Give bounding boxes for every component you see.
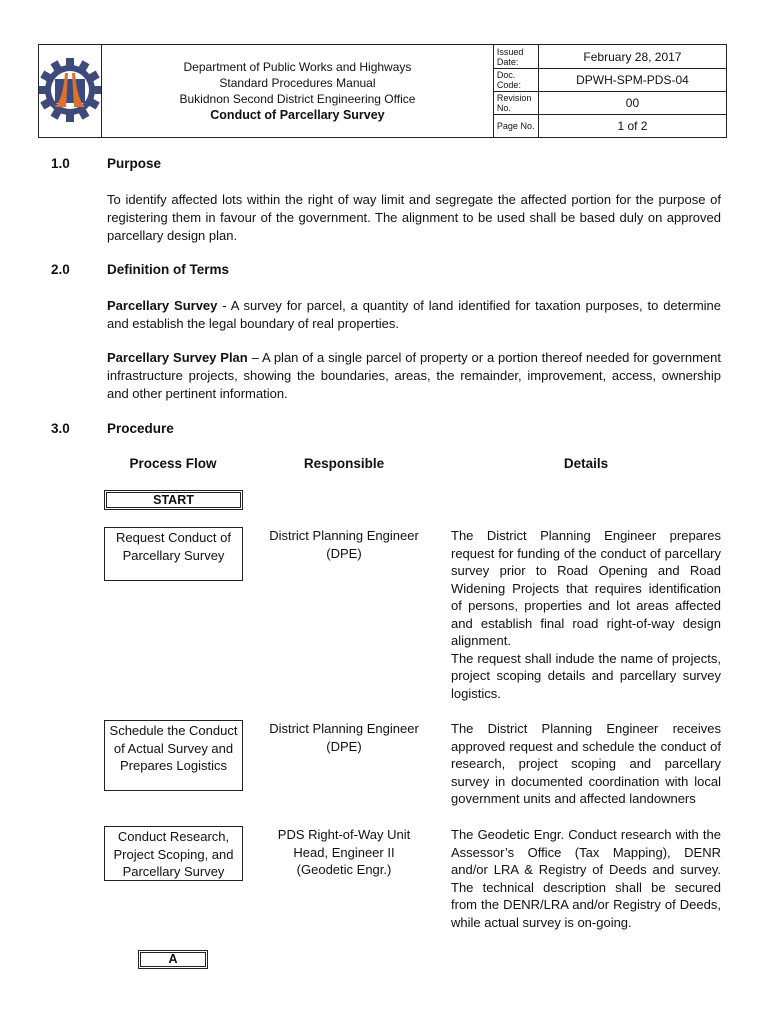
- revision-label: Revision No.: [493, 92, 538, 115]
- section-heading-definitions: Definition of Terms: [107, 262, 230, 277]
- separator: -: [217, 298, 231, 313]
- section-heading-procedure: Procedure: [107, 421, 174, 436]
- details-paragraph: The District Planning Engineer prepares request for funding of the conduct of parcellary survey prior to Road Opening and Road Widening Projects that requires identification of persons, properties and lot areas affected and establish final road right-of-way design alignment.: [451, 528, 721, 648]
- term: Parcellary Survey: [107, 298, 218, 313]
- issued-date-label: Issued Date:: [493, 45, 538, 69]
- document-header-table: [38, 44, 727, 138]
- gear-logo-icon: [39, 55, 101, 125]
- manual-name: Standard Procedures Manual: [219, 76, 376, 90]
- definition-parcellary-survey: [107, 297, 721, 333]
- details-paragraph: The District Planning Engineer receives approved request and schedule the conduct of research, project scoping and parcellary survey in documented coordination with local government units and affected landowners: [451, 721, 721, 806]
- column-header-details: Details: [563, 456, 609, 471]
- issued-date-value: February 28, 2017: [538, 45, 726, 69]
- flow-step-box: Conduct Research, Project Scoping, and Parcellary Survey: [104, 826, 243, 881]
- section-number: 2.0: [51, 262, 70, 277]
- definition: A plan of a single parcel of property or a portion thereof needed for government infrastructure projects, showing the boundaries, areas, the remainder, improvement, access, ownership and other pertinent information.: [107, 350, 721, 401]
- definition-parcellary-survey-plan: [107, 349, 721, 403]
- definition: A survey for parcel, a quantity of land identified for taxation purposes, to determine and establish the legal boundary of real properties.: [107, 298, 721, 331]
- section-heading-purpose: Purpose: [107, 156, 162, 171]
- flow-step-box: Request Conduct of Parcellary Survey: [104, 527, 243, 581]
- flow-connector-a: A: [138, 950, 208, 969]
- dpwh-logo: [39, 45, 102, 138]
- document-title-block: [102, 45, 494, 138]
- step-responsible: District Planning Engineer (DPE): [269, 528, 419, 561]
- step-details: [451, 720, 721, 808]
- section-number: 3.0: [51, 421, 70, 436]
- document-title: Conduct of Parcellary Survey: [210, 108, 385, 122]
- column-header-process-flow: Process Flow: [129, 456, 217, 471]
- flow-start-terminal: START: [104, 490, 243, 510]
- step-details: [451, 826, 721, 931]
- office-name: Bukidnon Second District Engineering Office: [179, 92, 416, 106]
- details-paragraph: The Geodetic Engr. Conduct research with the Assessor’s Office (Tax Mapping), DENR and/or LRA & Registry of Deeds and survey. The technical description shall be secured from the DENR/LRA and/or Registry of Deeds, while actual survey is on-going.: [451, 827, 721, 930]
- step-details: [451, 527, 721, 702]
- term: Parcellary Survey Plan: [107, 350, 248, 365]
- column-header-responsible: Responsible: [303, 456, 385, 471]
- step-responsible: PDS Right-of-Way Unit Head, Engineer II (Geodetic Engr.): [277, 827, 411, 877]
- section-number: 1.0: [51, 156, 70, 171]
- separator: –: [247, 350, 262, 365]
- org-name: Department of Public Works and Highways: [183, 60, 412, 74]
- doc-code-value: DPWH-SPM-PDS-04: [538, 69, 726, 92]
- page-no-label: Page No.: [493, 115, 538, 138]
- flow-step-box: Schedule the Conduct of Actual Survey and Prepares Logistics: [104, 720, 243, 791]
- doc-code-label: Doc. Code:: [493, 69, 538, 92]
- page-no-value: 1 of 2: [538, 115, 726, 138]
- details-paragraph: The request shall indude the name of projects, project scoping details and parcellary survey logistics.: [451, 650, 721, 701]
- revision-value: 00: [538, 92, 726, 115]
- purpose-text: To identify affected lots within the right of way limit and segregate the affected portion for the purpose of registering them in favour of the government. The alignment to be used shall be based duly on approved parcellary design plan.: [107, 192, 721, 243]
- step-responsible: District Planning Engineer (DPE): [269, 721, 419, 754]
